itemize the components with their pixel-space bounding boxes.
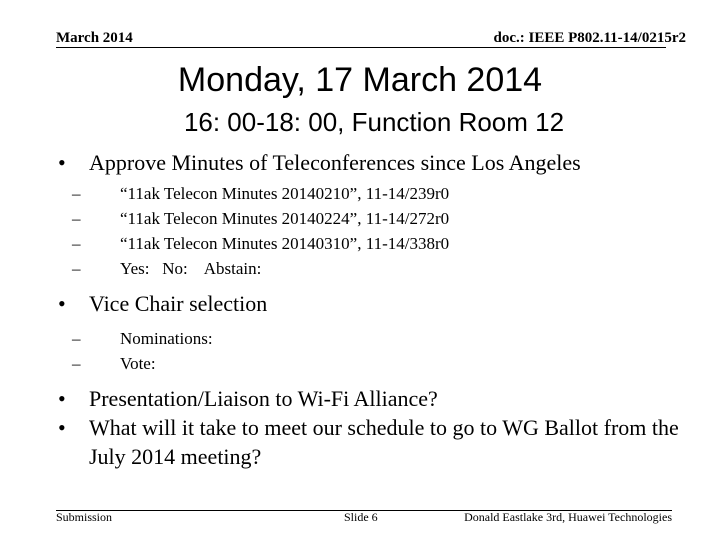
sub-bullet-item: [56, 351, 696, 376]
sub-bullet-text: Yes: No: Abstain:: [120, 259, 262, 278]
bullet-marker: •: [58, 291, 66, 316]
bullet-item: [56, 148, 696, 177]
sub-bullet-item: [56, 206, 696, 231]
bullet-list: [56, 148, 696, 471]
dash-marker: –: [72, 354, 81, 373]
footer-author: Donald Eastlake 3rd, Huawei Technologies: [464, 510, 672, 524]
bullet-item: [56, 384, 696, 413]
sub-bullet-text: “11ak Telecon Minutes 20140224”, 11-14/272r0: [120, 209, 450, 228]
bullet-text: Vice Chair selection: [89, 291, 268, 316]
header-date: March 2014: [56, 30, 133, 46]
slide-subtitle: 16: 00-18: 00, Function Room 12: [183, 107, 565, 137]
dash-marker: –: [72, 259, 81, 278]
bullet-marker: •: [58, 415, 66, 440]
sub-bullet-text: “11ak Telecon Minutes 20140310”, 11-14/338r0: [120, 234, 450, 253]
dash-marker: –: [72, 209, 81, 228]
sub-bullet-item: [56, 326, 696, 351]
dash-marker: –: [72, 329, 81, 348]
sub-bullet-text: “11ak Telecon Minutes 20140210”, 11-14/239r0: [120, 184, 450, 203]
bullet-marker: •: [58, 150, 66, 175]
footer-slide-number: Slide 6: [344, 510, 378, 524]
bullet-item: [56, 413, 696, 471]
footer-submission: Submission: [56, 510, 113, 524]
dash-marker: –: [72, 234, 81, 253]
sub-bullet-item: [56, 181, 696, 206]
sub-bullet-text: Vote:: [120, 354, 156, 373]
header-rule: [56, 47, 666, 48]
bullet-item: [56, 289, 696, 318]
sub-bullet-item: [56, 231, 696, 256]
dash-marker: –: [72, 184, 81, 203]
bullet-text: Presentation/Liaison to Wi-Fi Alliance?: [89, 386, 438, 411]
bullet-marker: •: [58, 386, 66, 411]
header-doc-id: doc.: IEEE P802.11-14/0215r2: [493, 30, 686, 46]
slide-title: Monday, 17 March 2014: [177, 61, 543, 99]
bullet-text: Approve Minutes of Teleconferences since Los Angeles: [89, 150, 581, 175]
sub-bullet-item: [56, 256, 696, 281]
bullet-text: What will it take to meet our schedule to go to WG Ballot from the July 2014 meeting?: [89, 415, 679, 469]
sub-bullet-text: Nominations:: [120, 329, 213, 348]
